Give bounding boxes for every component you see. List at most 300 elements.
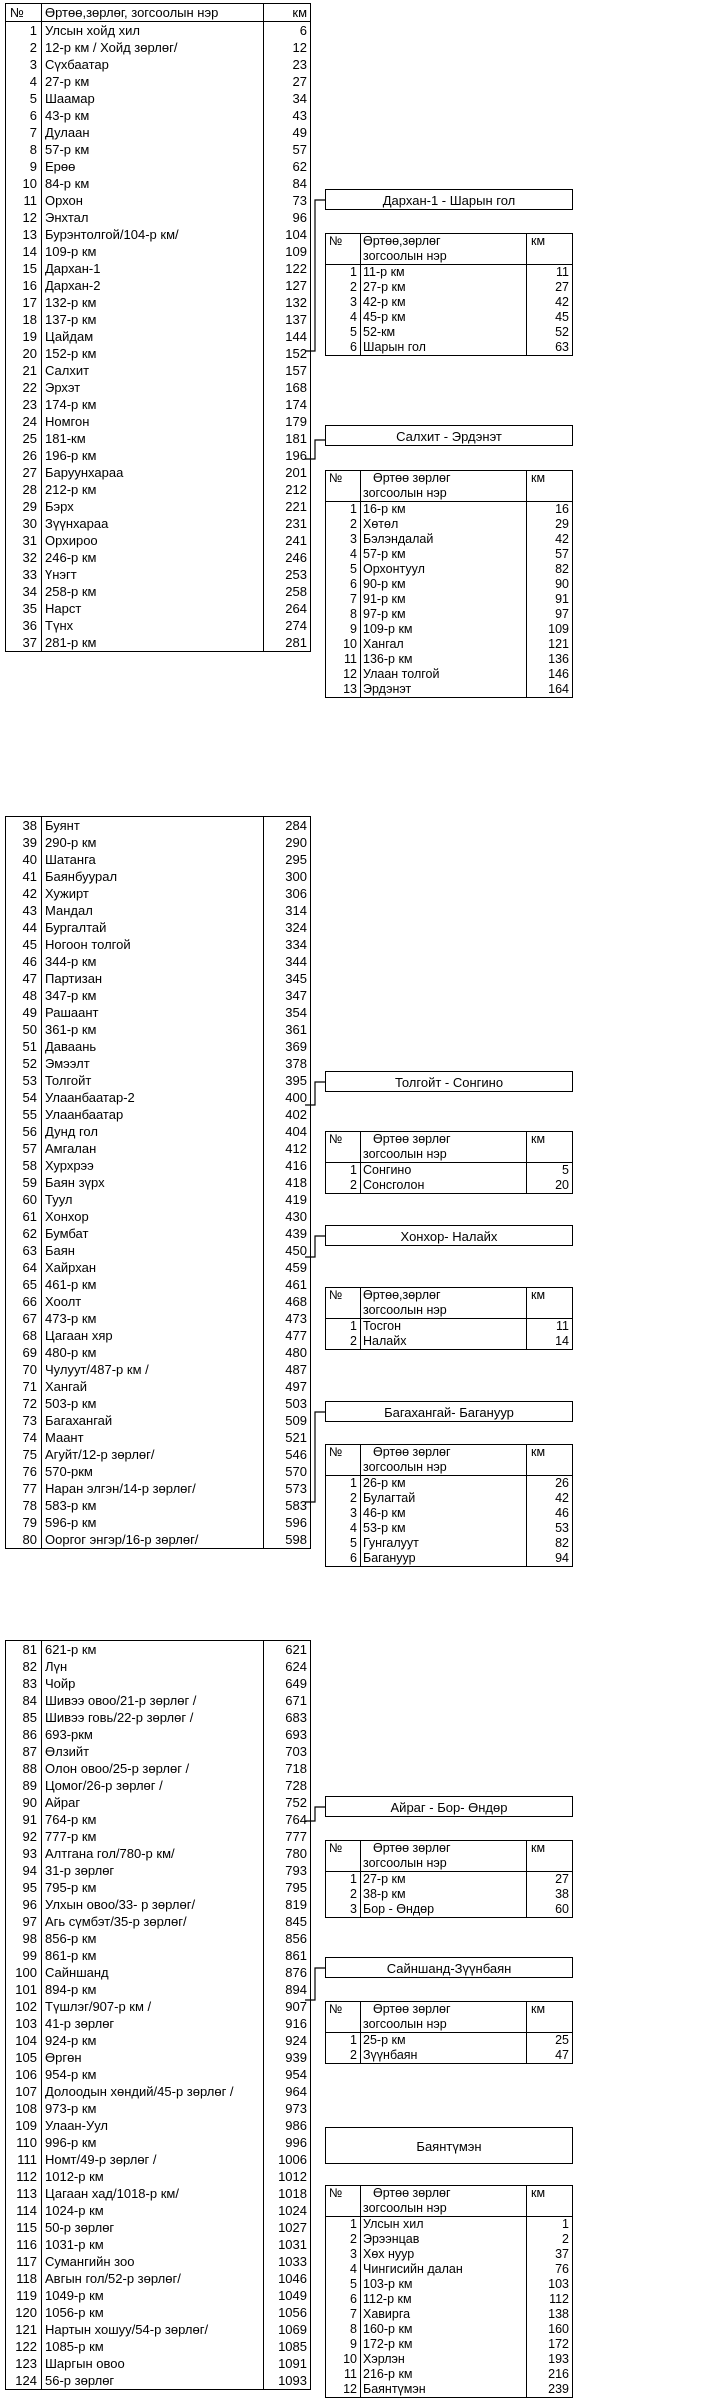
station-km: 127 <box>285 278 307 293</box>
station-name: 924-р км <box>42 2032 264 2049</box>
row-number: 6 <box>29 108 37 123</box>
station-km: 290 <box>285 835 307 850</box>
subtable-header-name-line1: Өртөө зөрлөг <box>373 471 451 485</box>
station-name: Номгон <box>42 413 264 430</box>
subtable-row <box>326 682 572 697</box>
station-name: Өлзийт <box>42 1743 264 1760</box>
station-km: 1033 <box>278 2254 307 2269</box>
subtable-header-name-line2: зогсоолын нэр <box>363 1147 447 1161</box>
row-number: 112 <box>16 2169 37 2184</box>
sub-station-km: 164 <box>527 682 573 697</box>
station-km: 1018 <box>278 2186 307 2201</box>
subtable-row <box>326 310 572 325</box>
row-number: 15 <box>22 261 37 276</box>
station-km: 196 <box>285 448 307 463</box>
station-name: 973-р км <box>42 2100 264 2117</box>
station-name: Алтгана гол/780-р км/ <box>42 1845 264 1862</box>
connector-tolgoit <box>305 1082 325 1105</box>
station-km: 418 <box>285 1175 307 1190</box>
row-number: 40 <box>22 852 37 867</box>
row-number: 123 <box>15 2356 37 2371</box>
station-name: Авгын гол/52-р зөрлөг/ <box>42 2270 264 2287</box>
row-number: 99 <box>22 1948 37 1963</box>
sub-row-number: 1 <box>350 1319 357 1333</box>
station-km: 795 <box>285 1880 307 1895</box>
station-km: 23 <box>292 57 307 72</box>
sub-station-km: 193 <box>527 2352 573 2367</box>
station-km: 361 <box>285 1022 307 1037</box>
subtable-salkhit-erdenet <box>325 470 573 698</box>
station-name: 132-р км <box>42 294 264 311</box>
row-number: 80 <box>22 1532 37 1547</box>
station-km: 137 <box>285 312 307 327</box>
sub-row-number: 4 <box>350 1521 357 1535</box>
subtable-row <box>326 2277 572 2292</box>
station-name: 12-р км / Хойд зөрлөг/ <box>42 39 264 56</box>
row-number: 29 <box>22 499 37 514</box>
row-number: 22 <box>22 380 37 395</box>
row-number: 117 <box>16 2254 37 2269</box>
station-name: Амгалан <box>42 1140 264 1157</box>
row-number: 58 <box>22 1158 37 1173</box>
station-km: 964 <box>285 2084 307 2099</box>
station-name: Номт/49-р зөрлөг / <box>42 2151 264 2168</box>
subtable-header <box>326 1132 572 1163</box>
row-number: 7 <box>29 125 37 140</box>
subtable-row <box>326 2307 572 2322</box>
station-name: Сайншанд <box>42 1964 264 1981</box>
station-km: 241 <box>285 533 307 548</box>
station-km: 683 <box>285 1710 307 1725</box>
subtable-row <box>326 2232 572 2247</box>
row-number: 121 <box>15 2322 37 2337</box>
section-title-tolgoit-songino: Толгойт - Сонгино <box>325 1071 573 1092</box>
station-km: 324 <box>285 920 307 935</box>
subtable-header-km: км <box>527 471 573 502</box>
station-km: 439 <box>285 1226 307 1241</box>
station-name: Даваань <box>42 1038 264 1055</box>
station-km: 378 <box>285 1056 307 1071</box>
station-name: 290-р км <box>42 834 264 851</box>
sub-station-km: 47 <box>527 2048 573 2063</box>
subtable-row <box>326 592 572 607</box>
station-km: 402 <box>285 1107 307 1122</box>
row-number: 96 <box>22 1897 37 1912</box>
sub-station-name: Бор - Өндөр <box>361 1902 527 1917</box>
subtable-row <box>326 1476 572 1492</box>
sub-row-number: 6 <box>350 1551 357 1565</box>
station-km: 473 <box>285 1311 307 1326</box>
station-km: 400 <box>285 1090 307 1105</box>
station-km: 916 <box>285 2016 307 2031</box>
station-name: 1049-р км <box>42 2287 264 2304</box>
station-km: 1027 <box>278 2220 307 2235</box>
station-km: 477 <box>285 1328 307 1343</box>
station-name: Рашаант <box>42 1004 264 1021</box>
station-km: 274 <box>285 618 307 633</box>
station-km: 780 <box>285 1846 307 1861</box>
row-number: 87 <box>22 1744 37 1759</box>
sub-row-number: 7 <box>350 2307 357 2321</box>
station-km: 856 <box>285 1931 307 1946</box>
station-km: 718 <box>285 1761 307 1776</box>
subtable-row <box>326 1319 572 1335</box>
station-name: 56-р зөрлөг <box>42 2372 264 2389</box>
row-number: 5 <box>29 91 37 106</box>
sub-row-number: 5 <box>350 562 357 576</box>
station-name: 480-р км <box>42 1344 264 1361</box>
subtable-row <box>326 1491 572 1506</box>
subtable-header <box>326 2002 572 2033</box>
station-km: 583 <box>285 1498 307 1513</box>
sub-station-name: 216-р км <box>361 2367 527 2382</box>
row-number: 69 <box>22 1345 37 1360</box>
sub-station-name: Хавирга <box>361 2307 527 2322</box>
subtable-header <box>326 471 572 502</box>
station-km: 109 <box>285 244 307 259</box>
subtable-row <box>326 577 572 592</box>
station-name: Баян <box>42 1242 264 1259</box>
station-name: Салхит <box>42 362 264 379</box>
station-km: 281 <box>285 635 307 650</box>
station-name: 43-р км <box>42 107 264 124</box>
station-name: 596-р км <box>42 1514 264 1531</box>
row-number: 122 <box>15 2339 37 2354</box>
subtable-row <box>326 622 572 637</box>
subtable-row <box>326 562 572 577</box>
station-km: 509 <box>285 1413 307 1428</box>
station-name: Наран элгэн/14-р зөрлөг/ <box>42 1480 264 1497</box>
station-km: 258 <box>285 584 307 599</box>
station-name: Чойр <box>42 1675 264 1692</box>
sub-row-number: 2 <box>350 1887 357 1901</box>
sub-row-number: 2 <box>350 1334 357 1348</box>
station-km: 6 <box>299 23 307 38</box>
subtable-header <box>326 1841 572 1872</box>
row-number: 2 <box>29 40 37 55</box>
station-name: Баруунхараа <box>42 464 264 481</box>
station-name: 212-р км <box>42 481 264 498</box>
sub-row-number: 10 <box>343 2352 357 2366</box>
sub-row-number: 1 <box>350 265 357 279</box>
subtable-row <box>326 667 572 682</box>
station-name: Бумбат <box>42 1225 264 1242</box>
row-number: 20 <box>22 346 37 361</box>
sub-station-name: 16-р км <box>361 502 527 518</box>
sub-station-km: 1 <box>527 2217 573 2233</box>
sub-station-km: 46 <box>527 1506 573 1521</box>
sub-station-km: 60 <box>527 1902 573 1917</box>
subtable-row <box>326 547 572 562</box>
sub-station-km: 14 <box>527 1334 573 1349</box>
row-number: 53 <box>22 1073 37 1088</box>
row-number: 48 <box>22 988 37 1003</box>
row-number: 13 <box>22 227 37 242</box>
station-km: 300 <box>285 869 307 884</box>
subtable-header-name <box>361 1841 527 1872</box>
station-name: Партизан <box>42 970 264 987</box>
sub-station-name: 109-р км <box>361 622 527 637</box>
row-number: 14 <box>22 244 37 259</box>
sub-station-name: Баянтүмэн <box>361 2382 527 2397</box>
row-number: 33 <box>22 567 37 582</box>
station-name: Сумангийн зоо <box>42 2253 264 2270</box>
sub-row-number: 5 <box>350 325 357 339</box>
subtable-header <box>326 2186 572 2217</box>
station-name: 1024-р км <box>42 2202 264 2219</box>
sub-row-number: 4 <box>350 2262 357 2276</box>
subtable-row <box>326 1887 572 1902</box>
station-name: Ерөө <box>42 158 264 175</box>
subtable-row <box>326 637 572 652</box>
station-name: Нартын хошуу/54-р зөрлөг/ <box>42 2321 264 2338</box>
row-number: 23 <box>22 397 37 412</box>
station-km: 34 <box>292 91 307 106</box>
subtable-row <box>326 340 572 355</box>
station-km: 1024 <box>278 2203 307 2218</box>
sub-station-km: 138 <box>527 2307 573 2322</box>
station-km: 57 <box>292 142 307 157</box>
station-name: Бэрх <box>42 498 264 515</box>
station-km: 49 <box>292 125 307 140</box>
subtable-header-name-line2: зогсоолын нэр <box>363 249 447 263</box>
row-number: 78 <box>22 1498 37 1513</box>
connector-darkhan <box>305 200 325 351</box>
sub-station-km: 172 <box>527 2337 573 2352</box>
subtable-row <box>326 1506 572 1521</box>
sub-row-number: 2 <box>350 1491 357 1505</box>
station-name: 344-р км <box>42 953 264 970</box>
station-name: 361-р км <box>42 1021 264 1038</box>
station-name: Толгойт <box>42 1072 264 1089</box>
connector-airag <box>305 1807 325 1821</box>
station-name: Эрхэт <box>42 379 264 396</box>
row-number: 115 <box>16 2220 37 2235</box>
station-name: Түшлэг/907-р км / <box>42 1998 264 2015</box>
subtable-row <box>326 2352 572 2367</box>
row-number: 57 <box>22 1141 37 1156</box>
section-title-khonkhor-nalaikh: Хонхор- Налайх <box>325 1225 573 1246</box>
row-number: 60 <box>22 1192 37 1207</box>
sub-station-name: 26-р км <box>361 1476 527 1492</box>
station-name: Хайрхан <box>42 1259 264 1276</box>
row-number: 70 <box>22 1362 37 1377</box>
station-name: Туул <box>42 1191 264 1208</box>
header-name: Өртөө,зөрлөг, зогсоолын нэр <box>42 4 264 22</box>
station-km: 487 <box>285 1362 307 1377</box>
row-number: 89 <box>22 1778 37 1793</box>
row-number: 116 <box>16 2237 37 2252</box>
station-name: Хангай <box>42 1378 264 1395</box>
row-number: 36 <box>22 618 37 633</box>
subtable-row <box>326 1536 572 1551</box>
sub-row-number: 13 <box>343 682 357 696</box>
station-name: 41-р зөрлөг <box>42 2015 264 2032</box>
row-number: 85 <box>22 1710 37 1725</box>
subtable-header-name <box>361 1445 527 1476</box>
station-name: 1031-р км <box>42 2236 264 2253</box>
subtable-bayantumen <box>325 2185 573 2398</box>
row-number: 43 <box>22 903 37 918</box>
row-number: 19 <box>22 329 37 344</box>
station-km: 12 <box>292 40 307 55</box>
station-km: 345 <box>285 971 307 986</box>
row-number: 76 <box>22 1464 37 1479</box>
station-name: 693-ркм <box>42 1726 264 1743</box>
subtable-header-name <box>361 1132 527 1163</box>
station-km: 344 <box>285 954 307 969</box>
station-name: Дархан-1 <box>42 260 264 277</box>
row-number: 27 <box>22 465 37 480</box>
station-km: 132 <box>285 295 307 310</box>
station-name: 109-р км <box>42 243 264 260</box>
subtable-row <box>326 2262 572 2277</box>
station-km: 621 <box>285 1642 307 1657</box>
row-number: 118 <box>16 2271 37 2286</box>
station-name: Буянт <box>42 817 264 834</box>
subtable-header-name-line1: Өртөө зөрлөг <box>373 1841 451 1855</box>
subtable-header-km: км <box>527 2186 573 2217</box>
row-number: 17 <box>22 295 37 310</box>
subtable-tolgoit-songino <box>325 1131 573 1194</box>
sub-station-name: 38-р км <box>361 1887 527 1902</box>
station-km: 450 <box>285 1243 307 1258</box>
sub-station-name: Тосгон <box>361 1319 527 1335</box>
sub-row-number: 3 <box>350 295 357 309</box>
row-number: 28 <box>22 482 37 497</box>
row-number: 65 <box>22 1277 37 1292</box>
row-number: 93 <box>22 1846 37 1861</box>
sub-station-km: 2 <box>527 2232 573 2247</box>
row-number: 55 <box>22 1107 37 1122</box>
row-number: 31 <box>22 533 37 548</box>
sub-station-km: 57 <box>527 547 573 562</box>
sub-station-km: 45 <box>527 310 573 325</box>
station-name: 281-р км <box>42 634 264 651</box>
sub-station-km: 94 <box>527 1551 573 1566</box>
subtable-header-name-line2: зогсоолын нэр <box>363 2017 447 2031</box>
station-name: Үнэгт <box>42 566 264 583</box>
row-number: 47 <box>22 971 37 986</box>
sub-station-km: 216 <box>527 2367 573 2382</box>
sub-station-km: 82 <box>527 1536 573 1551</box>
subtable-row <box>326 1178 572 1193</box>
station-km: 179 <box>285 414 307 429</box>
subtable-row <box>326 280 572 295</box>
section-title-airag-bor-ondor: Айраг - Бор- Өндөр <box>325 1796 573 1817</box>
sub-station-km: 29 <box>527 517 573 532</box>
station-name: 621-р км <box>42 1641 264 1658</box>
station-name: 347-р км <box>42 987 264 1004</box>
station-name: Шивээ овоо/21-р зөрлөг / <box>42 1692 264 1709</box>
station-km: 84 <box>292 176 307 191</box>
row-number: 21 <box>22 363 37 378</box>
row-number: 38 <box>22 818 37 833</box>
row-number: 82 <box>22 1659 37 1674</box>
station-name: 246-р км <box>42 549 264 566</box>
row-number: 56 <box>22 1124 37 1139</box>
station-name: 856-р км <box>42 1930 264 1947</box>
sub-row-number: 1 <box>350 1476 357 1490</box>
station-km: 334 <box>285 937 307 952</box>
connector-sainshand <box>305 1968 325 2000</box>
station-name: Чулуут/487-р км / <box>42 1361 264 1378</box>
connector-salkhit <box>305 440 325 459</box>
row-number: 9 <box>29 159 37 174</box>
subtable-row <box>326 1902 572 1917</box>
row-number: 97 <box>22 1914 37 1929</box>
row-number: 61 <box>22 1209 37 1224</box>
station-km: 954 <box>285 2067 307 2082</box>
sub-station-km: 76 <box>527 2262 573 2277</box>
connector-khonkhor <box>305 1236 325 1257</box>
sub-station-km: 37 <box>527 2247 573 2262</box>
subtable-header-no: № <box>326 471 361 502</box>
sub-row-number: 1 <box>350 1872 357 1886</box>
station-name: 57-р км <box>42 141 264 158</box>
station-name: Орхон <box>42 192 264 209</box>
station-name: Шивээ говь/22-р зөрлөг / <box>42 1709 264 1726</box>
sub-station-name: 172-р км <box>361 2337 527 2352</box>
sub-station-km: 27 <box>527 1872 573 1888</box>
subtable-row <box>326 2382 572 2397</box>
sub-station-km: 160 <box>527 2322 573 2337</box>
station-name: 996-р км <box>42 2134 264 2151</box>
sub-station-km: 109 <box>527 622 573 637</box>
sub-row-number: 12 <box>343 2382 357 2396</box>
subtable-header-name-line2: зогсоолын нэр <box>363 1303 447 1317</box>
station-km: 728 <box>285 1778 307 1793</box>
station-km: 221 <box>285 499 307 514</box>
sub-row-number: 4 <box>350 547 357 561</box>
station-km: 573 <box>285 1481 307 1496</box>
station-name: 27-р км <box>42 73 264 90</box>
station-name: Олон овоо/25-р зөрлөг / <box>42 1760 264 1777</box>
sub-station-km: 146 <box>527 667 573 682</box>
row-number: 24 <box>22 414 37 429</box>
sub-station-km: 52 <box>527 325 573 340</box>
sub-station-km: 103 <box>527 2277 573 2292</box>
station-name: Бурэнтолгой/104-р км/ <box>42 226 264 243</box>
row-number: 62 <box>22 1226 37 1241</box>
station-km: 996 <box>285 2135 307 2150</box>
station-km: 1046 <box>278 2271 307 2286</box>
row-number: 30 <box>22 516 37 531</box>
station-name: 174-р км <box>42 396 264 413</box>
subtable-header-no: № <box>326 2186 361 2217</box>
subtable-row <box>326 652 572 667</box>
station-km: 907 <box>285 1999 307 2014</box>
station-name: Мандал <box>42 902 264 919</box>
station-name: Бургалтай <box>42 919 264 936</box>
sub-station-km: 38 <box>527 1887 573 1902</box>
sub-row-number: 1 <box>350 502 357 516</box>
sub-row-number: 2 <box>350 2048 357 2062</box>
row-number: 50 <box>22 1022 37 1037</box>
subtable-header <box>326 1288 572 1319</box>
subtable-row <box>326 1334 572 1349</box>
station-name: Шаргын овоо <box>42 2355 264 2372</box>
subtable-header-km: км <box>527 2002 573 2033</box>
sub-station-name: Шарын гол <box>361 340 527 355</box>
sub-row-number: 6 <box>350 577 357 591</box>
station-km: 264 <box>285 601 307 616</box>
sub-row-number: 3 <box>350 1506 357 1520</box>
row-number: 103 <box>15 2016 37 2031</box>
sub-row-number: 8 <box>350 607 357 621</box>
station-km: 1012 <box>278 2169 307 2184</box>
sub-station-km: 16 <box>527 502 573 518</box>
